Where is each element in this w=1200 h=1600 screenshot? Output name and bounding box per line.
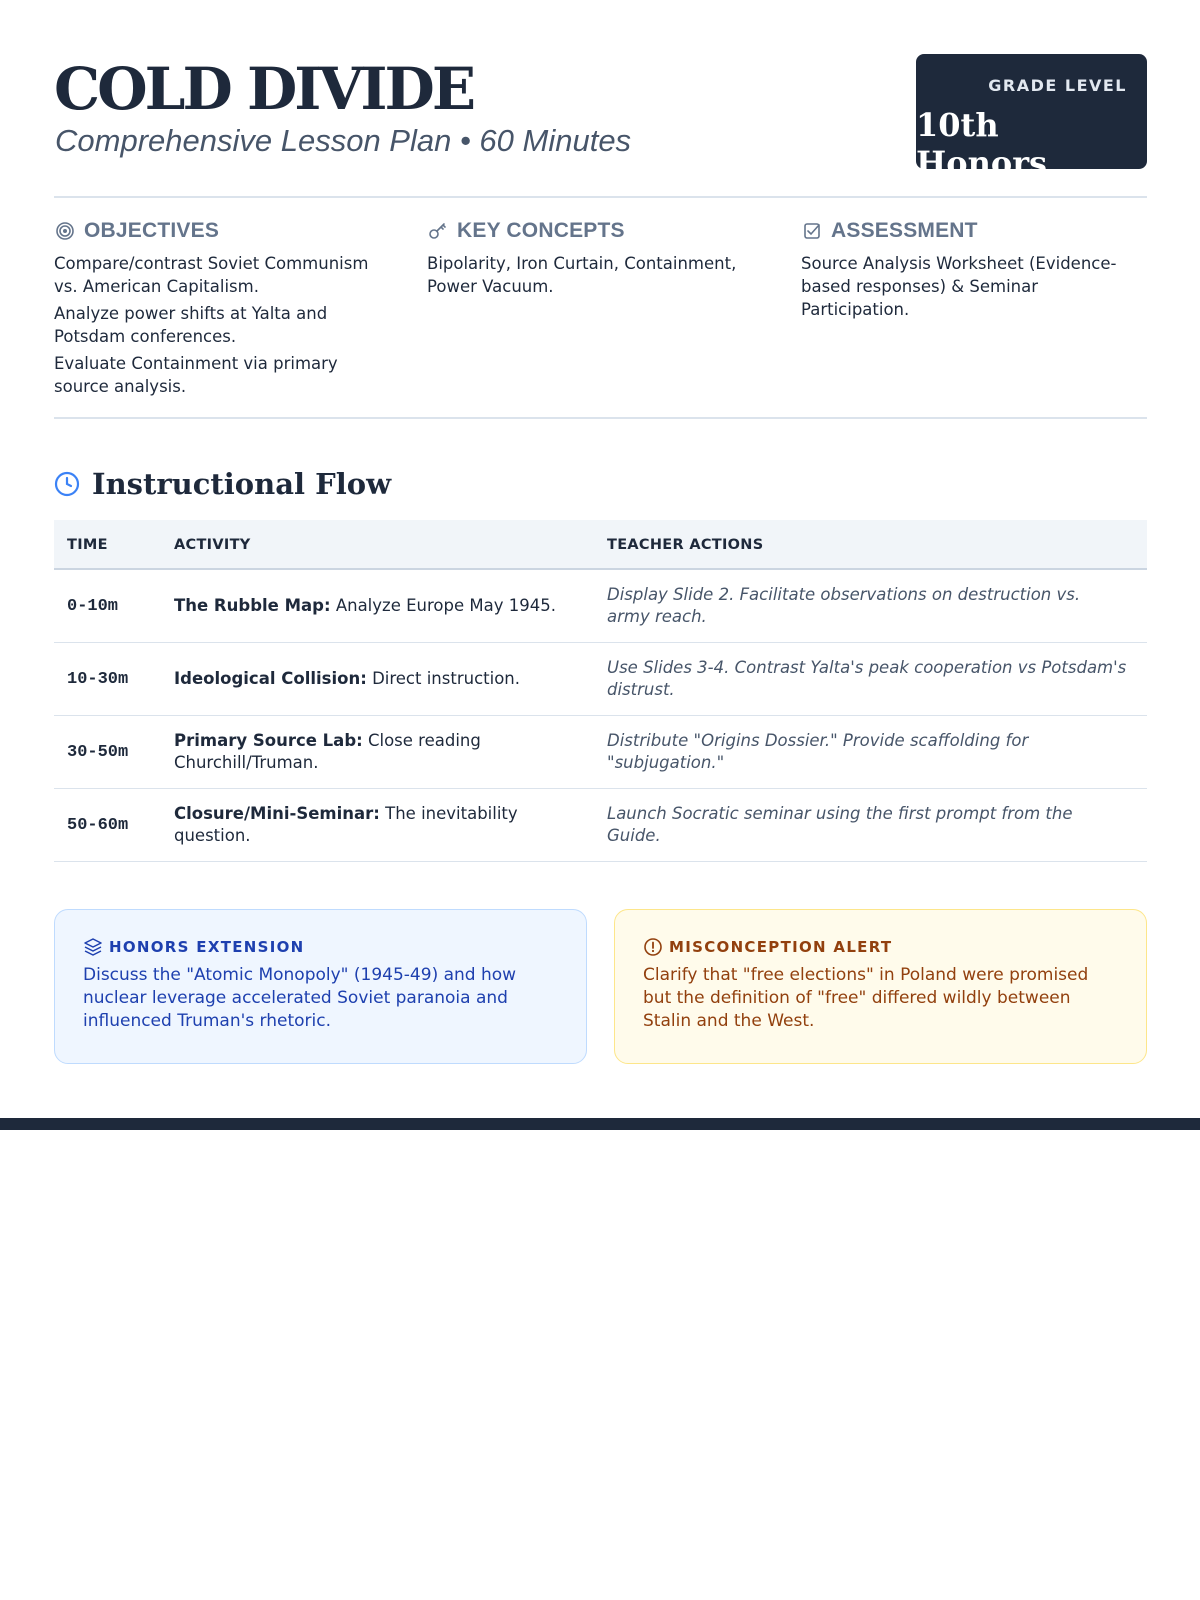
teacher-actions-cell: Use Slides 3-4. Contrast Yalta's peak cooperation vs Potsdam's distrust.: [607, 658, 1127, 699]
activity-text: Close reading Churchill/Truman.: [174, 731, 481, 772]
activity-title: The Rubble Map:: [174, 596, 331, 615]
table-row: [54, 716, 1147, 789]
time-cell: 10-30m: [67, 669, 129, 689]
teacher-actions-cell: Display Slide 2. Facilitate observations on destruction vs. army reach.: [607, 585, 1081, 626]
teacher-actions-cell: Distribute "Origins Dossier." Provide scaffolding for "subjugation.": [607, 731, 1029, 772]
honors-extension-heading: HONORS EXTENSION: [109, 938, 305, 956]
time-cell: 0-10m: [67, 596, 119, 616]
alert-circle-icon: [643, 937, 663, 957]
page-header: [54, 54, 1147, 182]
clock-icon: [54, 471, 80, 497]
layers-icon: [83, 937, 103, 957]
assessment-text: Source Analysis Worksheet (Evidence-based responses) & Seminar Participation.: [801, 254, 1117, 319]
table-row: [54, 570, 1147, 643]
honors-extension-text: Discuss the "Atomic Monopoly" (1945-49) and how nuclear leverage accelerated Soviet paranoia and influenced Truman's rhetoric.: [83, 965, 517, 1031]
checkbox-icon: [801, 220, 823, 242]
misconception-alert-heading: MISCONCEPTION ALERT: [669, 938, 893, 956]
misconception-alert-text: Clarify that "free elections" in Poland were promised but the definition of "free" differed wildly between Stalin and the West.: [643, 965, 1089, 1031]
assessment-heading: ASSESSMENT: [831, 219, 978, 242]
instructional-flow-header: [54, 466, 391, 502]
divider: [54, 196, 1147, 198]
objectives-section: [54, 218, 394, 402]
grade-level-label: GRADE LEVEL: [988, 76, 1127, 95]
activity-text: Direct instruction.: [366, 669, 520, 688]
column-header-teacher-actions: TEACHER ACTIONS: [607, 537, 764, 553]
activity-cell: [174, 643, 574, 715]
activity-cell: [174, 570, 574, 642]
activity-title: Ideological Collision:: [174, 669, 367, 688]
target-icon: [54, 220, 76, 242]
time-cell: 50-60m: [67, 815, 129, 835]
table-row: [54, 643, 1147, 716]
assessment-section: [801, 218, 1141, 325]
key-concepts-heading: KEY CONCEPTS: [457, 219, 625, 242]
key-icon: [427, 220, 449, 242]
instructional-flow-table: [54, 520, 1147, 862]
activity-text: The inevitability question.: [174, 804, 518, 845]
grade-level-value: 10th Honors: [916, 106, 1048, 182]
time-cell: 30-50m: [67, 742, 129, 762]
honors-extension-callout: [54, 909, 587, 1064]
table-header: [54, 520, 1147, 570]
objective-item: Analyze power shifts at Yalta and Potsdam conferences.: [54, 304, 328, 346]
table-row: [54, 789, 1147, 862]
key-concepts-text: Bipolarity, Iron Curtain, Containment, Power Vacuum.: [427, 254, 737, 296]
grade-level-badge: [916, 54, 1147, 182]
key-concepts-section: [427, 218, 767, 302]
page-title: COLD DIVIDE: [54, 55, 474, 123]
activity-title: Primary Source Lab:: [174, 731, 363, 750]
column-header-time: TIME: [67, 537, 108, 553]
divider: [54, 417, 1147, 419]
page-subtitle: Comprehensive Lesson Plan • 60 Minutes: [55, 123, 632, 158]
teacher-actions-cell: Launch Socratic seminar using the first prompt from the Guide.: [607, 804, 1073, 845]
summary-columns: [54, 218, 1147, 408]
objective-item: Compare/contrast Soviet Communism vs. American Capitalism.: [54, 254, 369, 296]
column-header-activity: ACTIVITY: [174, 537, 251, 553]
instructional-flow-title: Instructional Flow: [92, 467, 392, 501]
objective-item: Evaluate Containment via primary source analysis.: [54, 354, 338, 396]
footer-bar: [0, 1118, 1200, 1130]
activity-title: Closure/Mini-Seminar:: [174, 804, 380, 823]
activity-text: Analyze Europe May 1945.: [330, 596, 556, 615]
misconception-alert-callout: [614, 909, 1147, 1064]
objectives-heading: OBJECTIVES: [84, 219, 220, 242]
activity-cell: [174, 789, 574, 861]
activity-cell: [174, 716, 574, 788]
